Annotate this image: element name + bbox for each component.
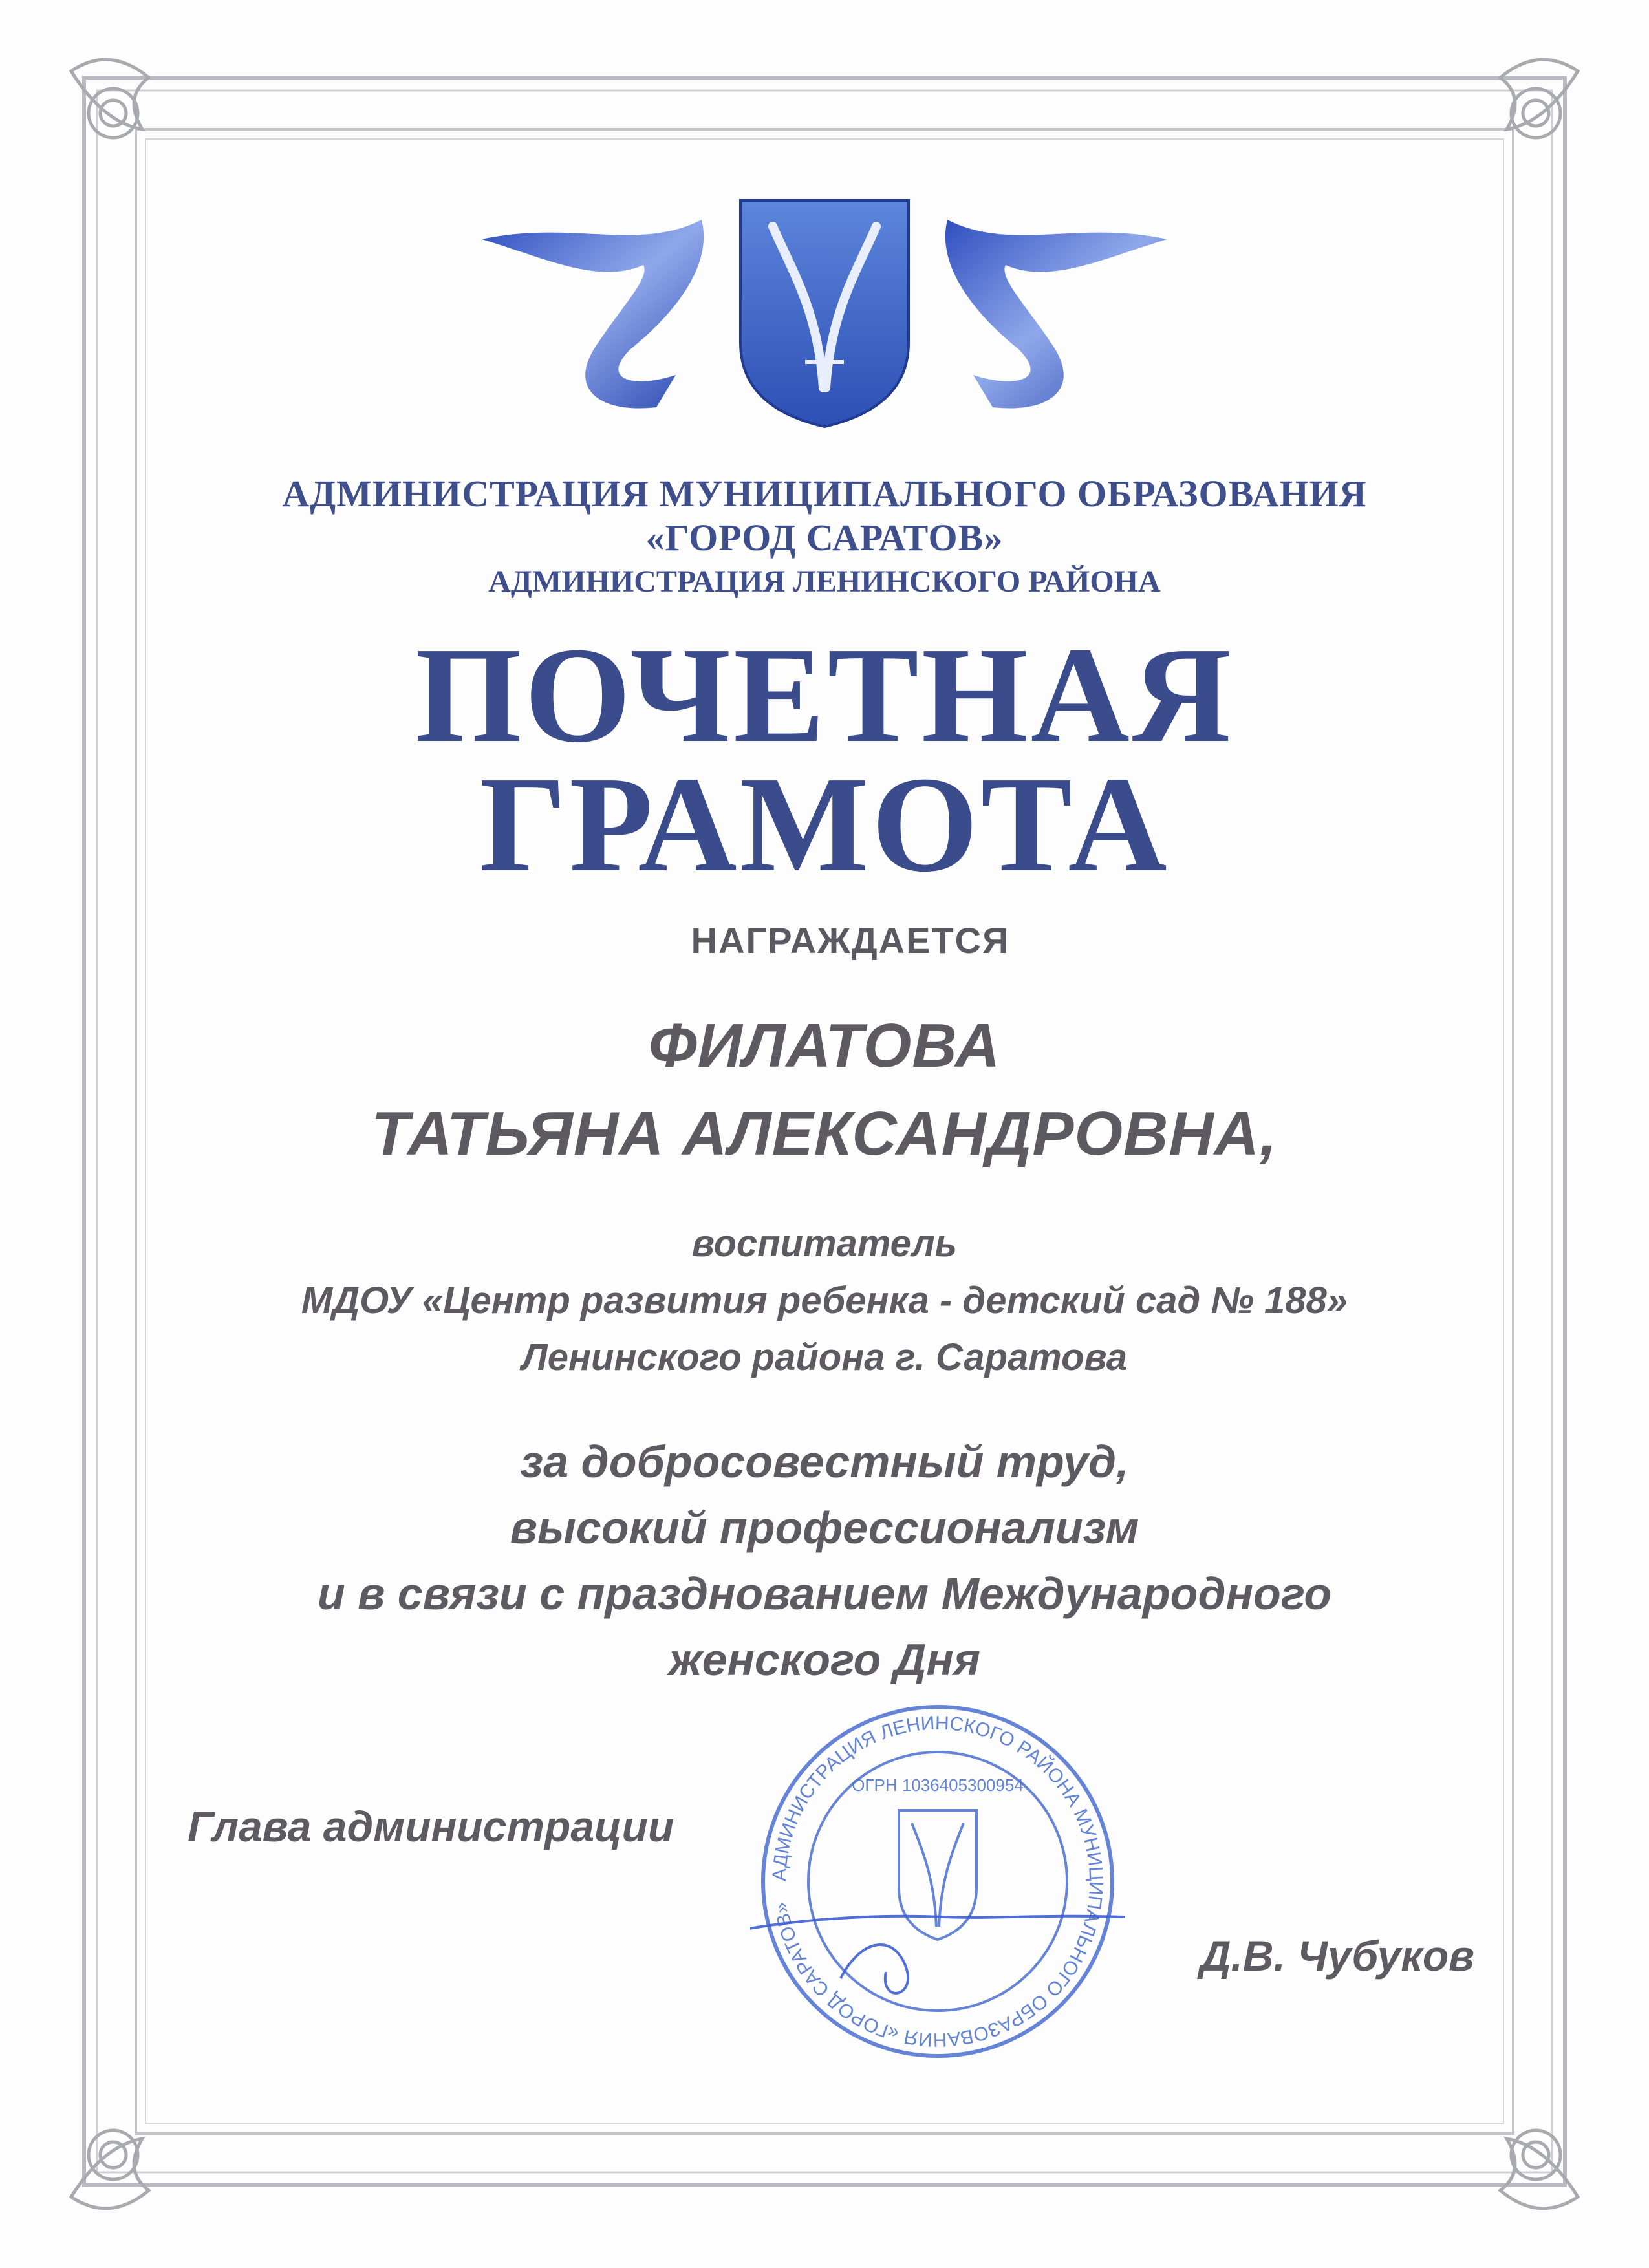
awarded-label-block [0, 918, 1649, 963]
awarded-label: НАГРАЖДАЕТСЯ [691, 920, 1010, 961]
certificate-title [0, 619, 1649, 900]
reason-line-3: и в связи с празднованием Международного [317, 1568, 1332, 1619]
issuer-line-1: АДМИНИСТРАЦИЯ МУНИЦИПАЛЬНОГО ОБРАЗОВАНИЯ [282, 473, 1367, 515]
recipient-position [0, 1215, 1649, 1386]
position-line-2: МДОУ «Центр развития ребенка - детский сад № 188» [301, 1279, 1348, 1321]
reason-line-2: высокий профессионализм [510, 1503, 1139, 1553]
award-reason [0, 1429, 1649, 1693]
issuer-line-3: АДМИНИСТРАЦИЯ ЛЕНИНСКОГО РАЙОНА [488, 564, 1161, 599]
stamp-ring-text: АДМИНИСТРАЦИЯ ЛЕНИНСКОГО РАЙОНА МУНИЦИПАЛЬНОГО ОБРАЗОВАНИЯ «ГОРОД САРАТОВ» [768, 1712, 1107, 2051]
issuer-line-2: «ГОРОД САРАТОВ» [645, 517, 1004, 559]
saratov-coat-of-arms-icon [469, 194, 1180, 440]
title-line-2: ГРАМОТА [479, 748, 1170, 900]
signatory-name: Д.В. Чубуков [1200, 1932, 1474, 1980]
recipient-given-names: ТАТЬЯНА АЛЕКСАНДРОВНА, [371, 1099, 1278, 1168]
reason-line-4: женского Дня [669, 1634, 980, 1685]
issuer-header [0, 472, 1649, 604]
official-stamp [750, 1694, 1125, 2069]
recipient-surname: ФИЛАТОВА [648, 1011, 1001, 1080]
title-line-1: ПОЧЕТНАЯ [415, 619, 1234, 771]
signatory-title: Глава администрации [188, 1803, 674, 1850]
position-line-3: Ленинского района г. Саратова [521, 1336, 1128, 1378]
position-line-1: воспитатель [691, 1223, 958, 1265]
recipient-name [0, 1002, 1649, 1178]
reason-line-1: за добросовестный труд, [520, 1437, 1129, 1487]
stamp-ogrn: ОГРН 1036405300954 [852, 1775, 1024, 1795]
